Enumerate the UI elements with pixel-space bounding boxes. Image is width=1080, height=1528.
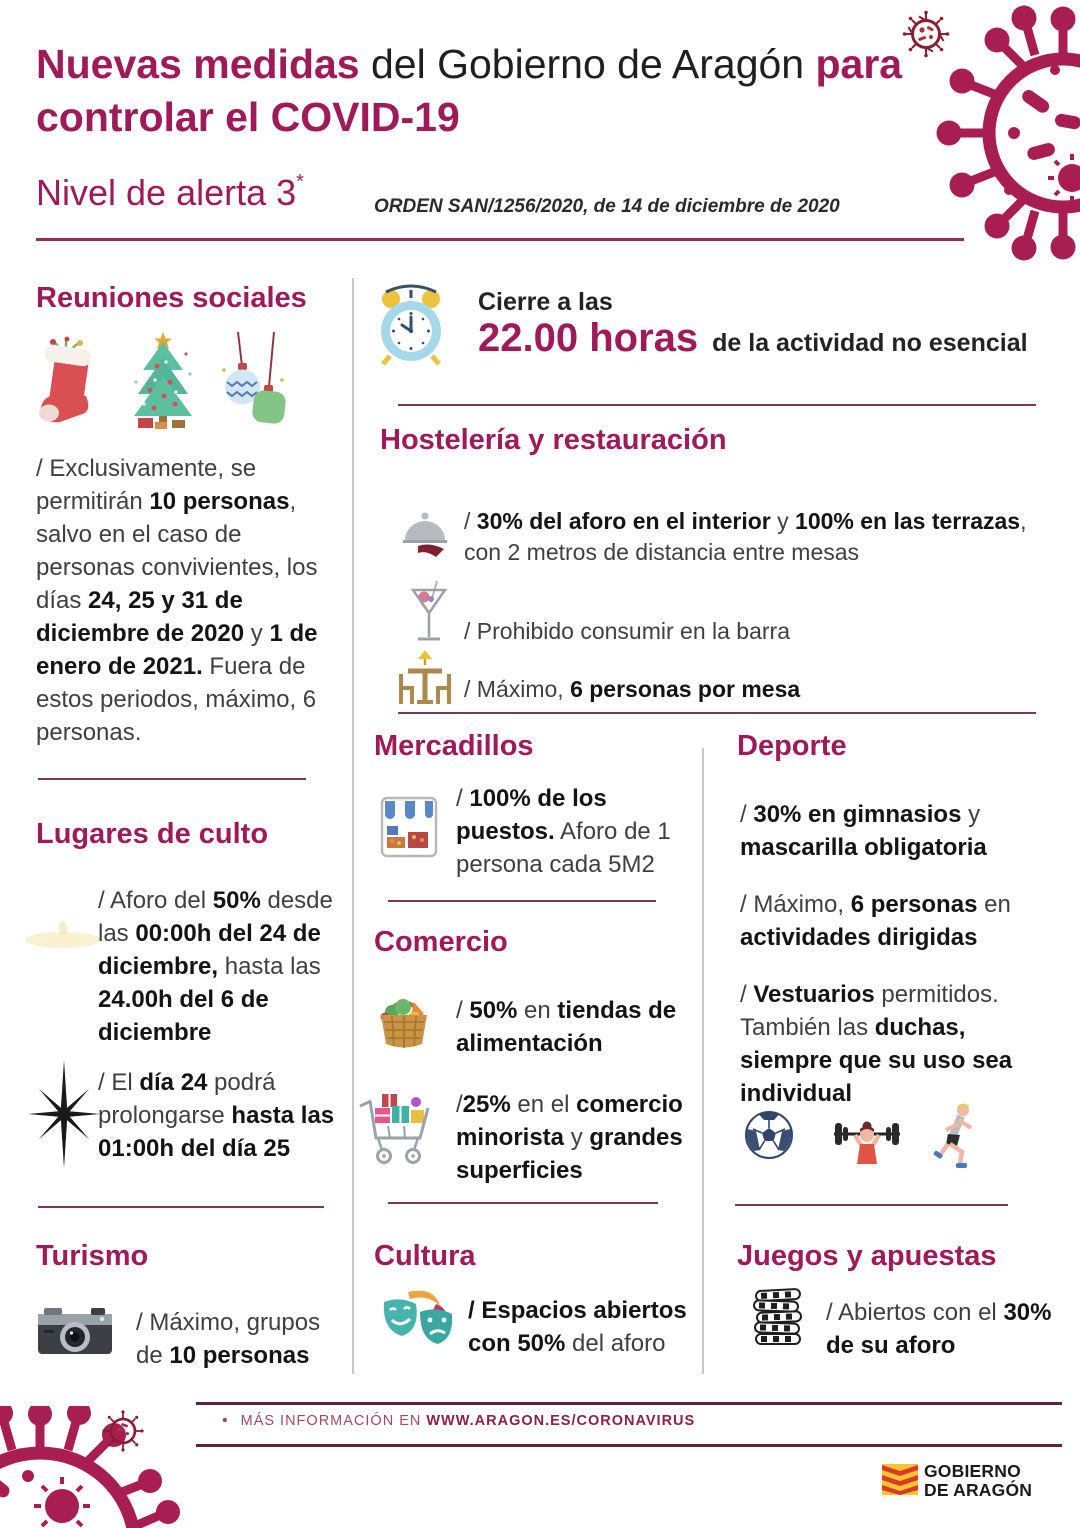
reuniones-text: / Exclusivamente, se permitirán 10 personas, salvo en el caso de personas convivientes, los días 24, 25 y 31 de diciembre de 2020 y 1 de enero de 2021. Fuera de estos periodos, máximo, 6 personas. <box>36 455 318 746</box>
section-heading-cultura: Cultura <box>374 1240 476 1272</box>
cultura-item: / Espacios abiertos con 50% del aforo <box>468 1297 687 1357</box>
hosteleria-item-2: / Prohibido consumir en la barra <box>464 618 790 644</box>
comercio-item-1: / 50% en tiendas de alimentación <box>456 997 677 1057</box>
gobierno-aragon-logo <box>924 1462 1032 1500</box>
footer-divider-bottom <box>196 1444 1062 1447</box>
alert-asterisk: * <box>296 171 304 193</box>
column-divider <box>352 278 354 1374</box>
table-chairs-icon <box>396 648 454 713</box>
juegos-item: / Abiertos con el 30% de su aforo <box>826 1299 1052 1359</box>
virus-large-icon <box>935 0 1080 285</box>
food-basket-icon <box>376 988 432 1055</box>
section-heading-hosteleria: Hostelería y restauración <box>380 424 727 456</box>
section-heading-lugares: Lugares de culto <box>36 818 269 850</box>
hosteleria-item-1: / 30% del aforo en el interior y 100% en las terrazas, con 2 metros de distancia entre mesas <box>464 508 1027 565</box>
ornaments-icon <box>216 332 290 433</box>
deporte-item-3: / Vestuarios permitidos. También las duchas, siempre que su uso sea individual <box>740 981 1013 1107</box>
section-heading-comercio: Comercio <box>374 926 508 958</box>
section-heading-mercadillos: Mercadillos <box>374 730 534 762</box>
section-heading-deporte: Deporte <box>737 730 847 762</box>
theater-masks-icon <box>378 1286 460 1353</box>
star-icon <box>26 1058 106 1173</box>
section-divider <box>388 1202 658 1204</box>
shopping-cart-icon <box>358 1086 438 1175</box>
section-divider <box>398 404 1036 406</box>
christmas-tree-icon <box>128 330 198 435</box>
column-divider <box>702 748 704 1374</box>
turismo-item: / Máximo, grupos de 10 personas <box>136 1309 321 1369</box>
closure-tail: de la actividad no esencial <box>712 329 1028 357</box>
mercadillos-item: / 100% de los puestos. Aforo de 1 persona cada 5M2 <box>456 785 671 878</box>
section-heading-turismo: Turismo <box>36 1240 149 1272</box>
virus-small-icon <box>100 1408 146 1454</box>
closure-time-row <box>478 316 1028 361</box>
section-divider <box>735 1204 1008 1206</box>
alert-level <box>36 172 304 214</box>
lugares-item-2: / El día 24 podrá prolongarse hasta las 01:00h del día 25 <box>98 1069 335 1162</box>
comercio-item-2: /25% en el comercio minorista y grandes superficies <box>456 1091 683 1184</box>
section-divider <box>398 712 1036 714</box>
header-divider <box>36 238 964 241</box>
weightlifter-icon <box>830 1118 904 1177</box>
alert-level-text: Nivel de alerta 3 <box>36 172 297 213</box>
page-title: Nuevas medidas del Gobierno de Aragón para controlar el COVID-19 <box>36 41 903 140</box>
cocktail-icon <box>410 578 448 653</box>
section-divider <box>388 900 656 902</box>
footer-divider-top <box>196 1402 1062 1405</box>
deporte-item-2: / Máximo, 6 personas en actividades dirigidas <box>740 891 1011 951</box>
section-heading-reuniones: Reuniones sociales <box>36 282 307 314</box>
alarm-clock-icon <box>376 284 446 373</box>
logo-line-1: GOBIERNO <box>924 1461 1021 1481</box>
hosteleria-item-3: / Máximo, 6 personas por mesa <box>464 676 801 702</box>
soccer-ball-icon <box>744 1110 794 1165</box>
virus-large-icon <box>0 1406 180 1528</box>
closure-intro: Cierre a las <box>478 288 613 316</box>
logo-line-2: DE ARAGÓN <box>924 1480 1033 1500</box>
footer-info-text: MÁS INFORMACIÓN EN WWW.ARAGON.ES/CORONAVIRUS <box>240 1413 696 1429</box>
serving-cloche-icon <box>402 506 448 563</box>
order-reference: ORDEN SAN/1256/2020, de 14 de diciembre de 2020 <box>374 196 840 217</box>
aragon-flag-icon <box>882 1464 918 1500</box>
lugares-item-1: / Aforo del 50% desde las 00:00h del 24 de diciembre, hasta las 24.00h del 6 de diciembre <box>98 887 333 1046</box>
section-heading-juegos: Juegos y apuestas <box>737 1240 997 1272</box>
footer-info <box>222 1412 695 1430</box>
candle-glow-icon <box>22 912 104 965</box>
camera-icon <box>36 1302 114 1363</box>
section-divider <box>38 1206 324 1208</box>
market-stall-icon <box>380 794 438 863</box>
section-divider <box>38 778 306 780</box>
poker-chips-icon <box>750 1284 806 1353</box>
footer-bullet: • <box>222 1412 229 1429</box>
closure-time: 22.00 horas <box>478 316 699 360</box>
christmas-stocking-icon <box>36 334 98 433</box>
deporte-item-1: / 30% en gimnasios y mascarilla obligatoria <box>740 801 987 861</box>
runner-icon <box>932 1102 978 1175</box>
